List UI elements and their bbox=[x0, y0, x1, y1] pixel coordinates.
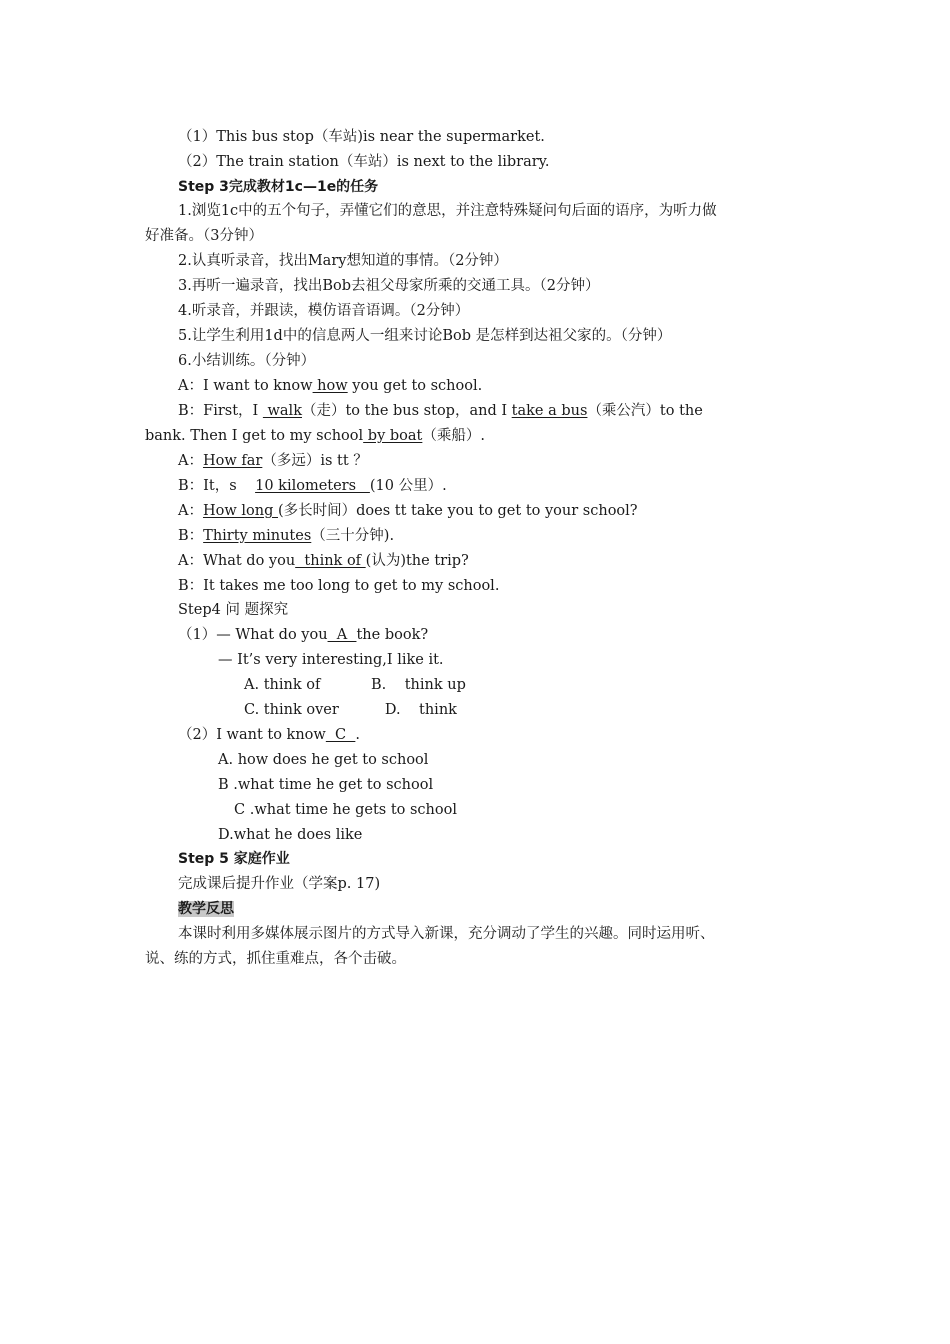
dialogue-text: A： bbox=[178, 453, 203, 469]
question-2 bbox=[178, 723, 360, 747]
question-2-option-c: C .what time he gets to school bbox=[234, 802, 457, 818]
dialogue-text: （走）to the bus stop，and I bbox=[301, 403, 512, 419]
fill-in-answer: 10 kilometers bbox=[255, 478, 370, 494]
step3-heading: Step 3完成教材1c—1e的任务 bbox=[178, 179, 379, 195]
dialogue-line-8: B：It takes me too long to get to my school. bbox=[178, 578, 500, 594]
task-3: 3.再听一遍录音，找出Bob去祖父母家所乘的交通工具。（2分钟） bbox=[178, 278, 600, 294]
dialogue-text: bank. Then I get to my school bbox=[145, 428, 364, 444]
fill-in-answer: take a bus bbox=[511, 403, 588, 419]
task-1-line-1: 1.浏览1c中的五个句子，弄懂它们的意思，并注意特殊疑问句后面的语序，为听力做 bbox=[178, 203, 717, 219]
task-6: 6.小结训练。（分钟） bbox=[178, 353, 316, 369]
dialogue-text: （乘船）. bbox=[422, 428, 485, 444]
reflection-heading-text: 教学反思 bbox=[178, 901, 234, 917]
dialogue-text: you get to school. bbox=[347, 378, 483, 394]
dialogue-text: A：What do you bbox=[178, 553, 296, 569]
question-2-option-b: B .what time he get to school bbox=[218, 777, 434, 793]
dialogue-line-5 bbox=[178, 499, 638, 523]
task-4: 4.听录音，并跟读，模仿语音语调。（2分钟） bbox=[178, 303, 470, 319]
fill-in-answer: how bbox=[312, 378, 348, 394]
dialogue-text: B：It，s bbox=[178, 478, 256, 494]
dialogue-text: （多远）is tt ？ bbox=[262, 453, 368, 469]
dialogue-text: B：First，I bbox=[178, 403, 263, 419]
answer-blank: C bbox=[325, 727, 356, 743]
dialogue-text: (认为)the trip? bbox=[365, 553, 469, 569]
question-text: . bbox=[355, 727, 360, 743]
dialogue-text: B： bbox=[178, 528, 204, 544]
example-sentence-1: （1）This bus stop（车站)is near the supermarket. bbox=[178, 129, 545, 145]
task-2: 2.认真听录音，找出Mary想知道的事情。（2分钟） bbox=[178, 253, 508, 269]
task-1-line-2: 好准备。（3分钟） bbox=[145, 228, 263, 244]
fill-in-answer: think of bbox=[295, 553, 366, 569]
question-1 bbox=[178, 623, 428, 647]
dialogue-line-2 bbox=[178, 399, 703, 423]
example-sentence-2: （2）The train station（车站）is next to the library. bbox=[178, 154, 550, 170]
task-5: 5.让学生利用1d中的信息两人一组来讨论Bob 是怎样到达祖父家的。（分钟） bbox=[178, 328, 672, 344]
question-text: the book? bbox=[356, 627, 429, 643]
dialogue-text: (多长时间）does tt take you to get to your school? bbox=[277, 503, 638, 519]
dialogue-line-4 bbox=[178, 474, 447, 498]
reflection-line-2: 说、练的方式，抓住重难点，各个击破。 bbox=[145, 951, 406, 967]
dialogue-line-7 bbox=[178, 549, 469, 573]
question-text: （1）— What do you bbox=[178, 627, 328, 643]
dialogue-line-2-cont bbox=[145, 424, 485, 448]
dialogue-text: （乘公汽）to the bbox=[587, 403, 703, 419]
dialogue-text: (10 公里）. bbox=[369, 478, 447, 494]
dialogue-line-6 bbox=[178, 524, 394, 548]
dialogue-text: A：I want to know bbox=[178, 378, 313, 394]
fill-in-answer: Thirty minutes bbox=[203, 528, 312, 544]
reflection-line-1: 本课时利用多媒体展示图片的方式导入新课，充分调动了学生的兴趣。同时运用听、 bbox=[178, 926, 715, 942]
dialogue-line-1 bbox=[178, 374, 482, 398]
dialogue-line-3 bbox=[178, 449, 368, 473]
dialogue-text: A： bbox=[178, 503, 203, 519]
question-text: （2）I want to know bbox=[178, 727, 326, 743]
question-1-reply: — It’s very interesting,I like it. bbox=[218, 652, 444, 668]
question-2-option-a: A. how does he get to school bbox=[218, 752, 429, 768]
fill-in-answer: by boat bbox=[363, 428, 423, 444]
answer-blank: A bbox=[327, 627, 357, 643]
question-2-option-d: D.what he does like bbox=[218, 827, 363, 843]
fill-in-answer: walk bbox=[262, 403, 302, 419]
reflection-heading bbox=[178, 897, 234, 921]
fill-in-answer: How long bbox=[202, 503, 278, 519]
step4-heading: Step4 问 题探究 bbox=[178, 602, 289, 618]
question-1-options-row-1: A. think of B. think up bbox=[244, 677, 466, 693]
dialogue-text: （三十分钟). bbox=[311, 528, 395, 544]
fill-in-answer: How far bbox=[202, 453, 263, 469]
homework-line: 完成课后提升作业（学案p. 17) bbox=[178, 876, 381, 892]
step5-heading: Step 5 家庭作业 bbox=[178, 851, 290, 867]
question-1-options-row-2: C. think over D. think bbox=[244, 702, 457, 718]
